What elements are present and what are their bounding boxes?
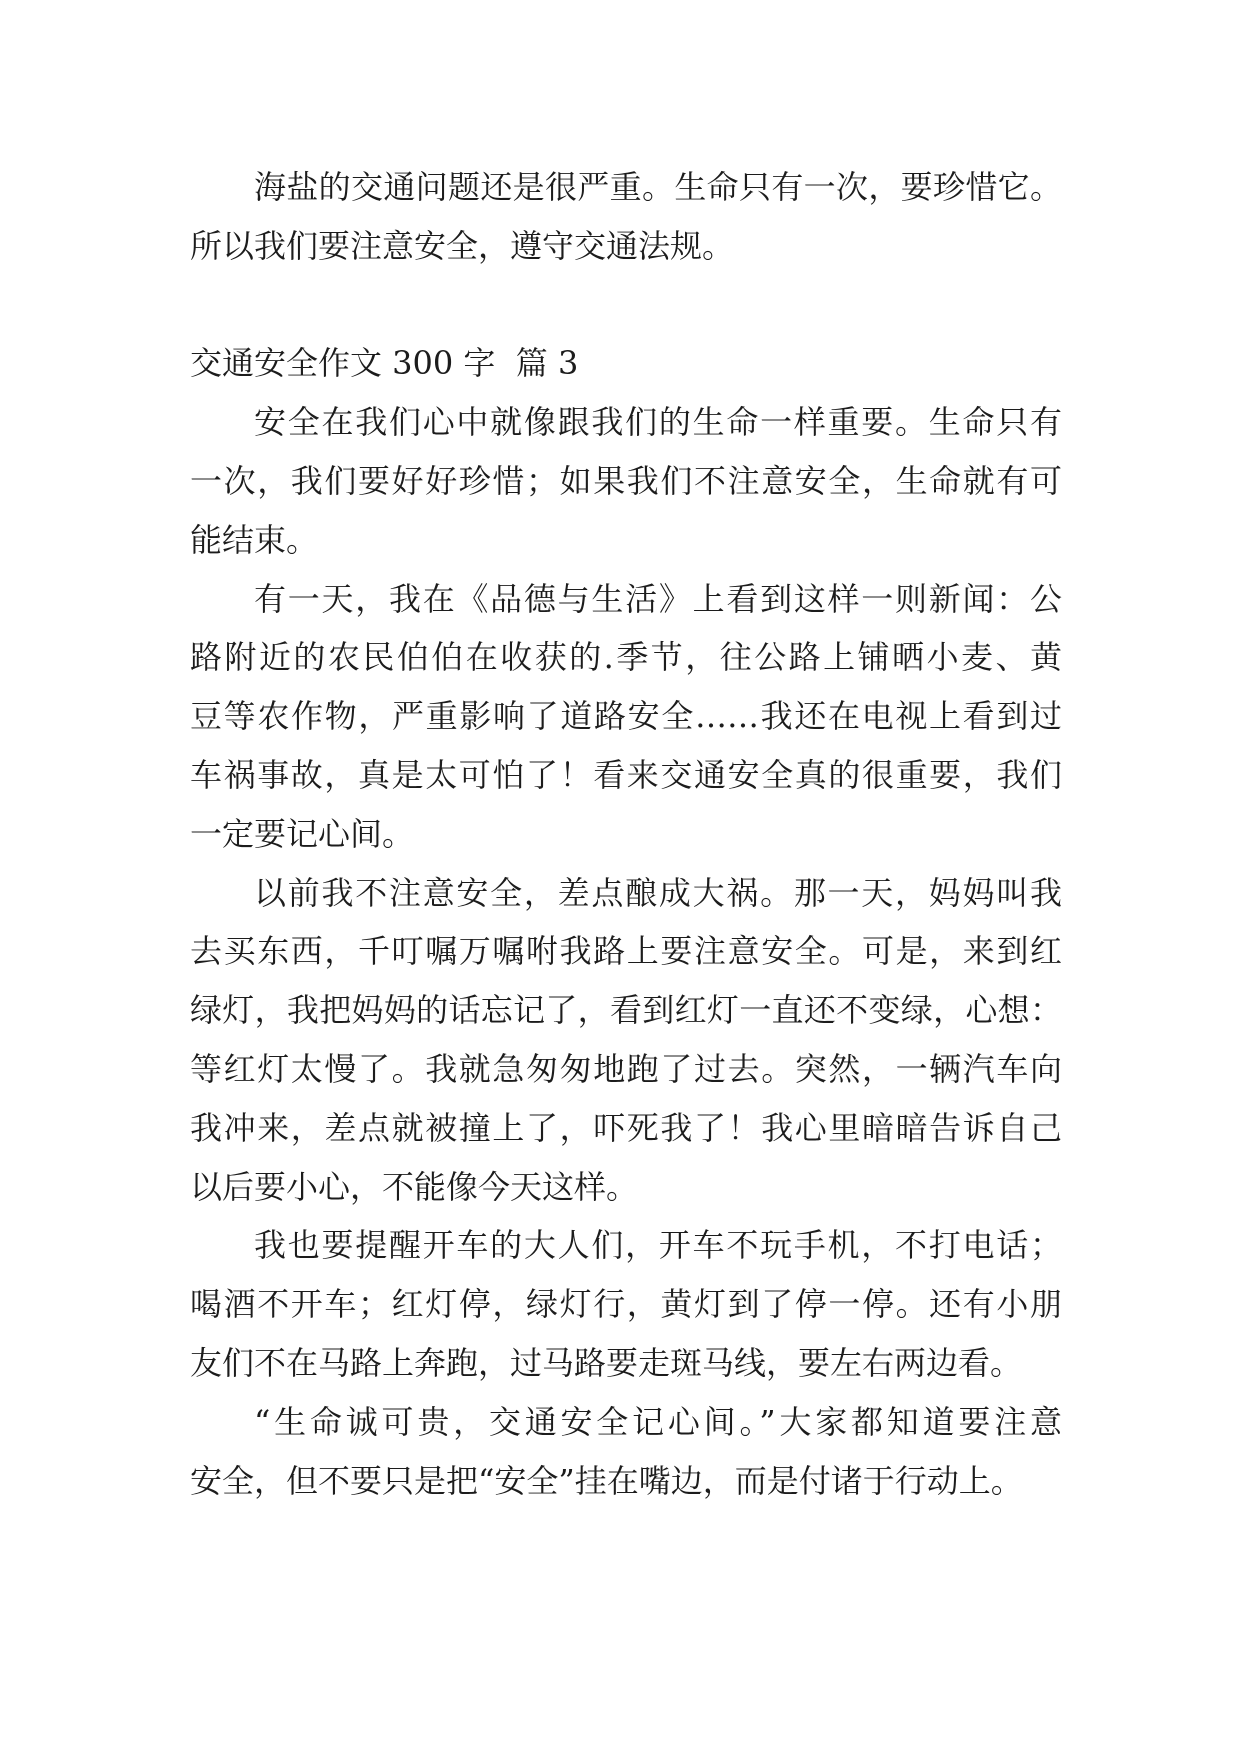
paragraph-line: 友们不在马路上奔跑，过马路要走斑马线，要左右两边看。 — [190, 1343, 1023, 1382]
paragraph-line: 一次，我们要好好珍惜；如果我们不注意安全，生命就有可 — [190, 461, 1062, 500]
paragraph — [190, 1216, 1062, 1392]
paragraph-line: 以后要小心，不能像今天这样。 — [190, 1167, 639, 1206]
paragraph-line: 安全在我们心中就像跟我们的生命一样重要。生命只有 — [254, 403, 1062, 442]
paragraph-line: 豆等农作物，严重影响了道路安全……我还在电视上看到过 — [190, 697, 1062, 736]
paragraph-line: 我冲来，差点就被撞上了，吓死我了！我心里暗暗告诉自己 — [190, 1108, 1062, 1147]
paragraph-line: 一定要记心间。 — [190, 814, 415, 853]
paragraph — [190, 1393, 1062, 1511]
paragraph-line: 等红灯太慢了。我就急匆匆地跑了过去。突然，一辆汽车向 — [190, 1049, 1062, 1088]
paragraph-line: 能结束。 — [190, 520, 319, 559]
paragraph-line: 我也要提醒开车的大人们，开车不玩手机，不打电话； — [254, 1226, 1062, 1265]
paragraph — [190, 570, 1062, 864]
paragraph-line: 所以我们要注意安全，遵守交通法规。 — [190, 226, 735, 265]
paragraph-line: 安全，但不要只是把“安全”挂在嘴边，而是付诸于行动上。 — [190, 1461, 1023, 1500]
paragraph-line: 路附近的农民伯伯在收获的.季节，往公路上铺晒小麦、黄 — [190, 638, 1062, 677]
blank-line — [190, 276, 1062, 335]
paragraph-line: 喝酒不开车；红灯停，绿灯行，黄灯到了停一停。还有小朋 — [190, 1285, 1062, 1324]
paragraph-line: 车祸事故，真是太可怕了！看来交通安全真的很重要，我们 — [190, 755, 1062, 794]
intro-paragraph — [190, 158, 1062, 276]
document-body — [190, 158, 1062, 1510]
paragraph-line: 以前我不注意安全，差点酿成大祸。那一天，妈妈叫我 — [254, 873, 1062, 912]
paragraph-line: 有一天，我在《品德与生活》上看到这样一则新闻：公 — [254, 579, 1062, 618]
paragraph-line: 去买东西，千叮嘱万嘱咐我路上要注意安全。可是，来到红 — [190, 932, 1062, 971]
paragraph — [190, 864, 1062, 1217]
section-heading: 交通安全作文 300 字 篇 3 — [190, 344, 579, 383]
paragraph-line: 绿灯，我把妈妈的话忘记了，看到红灯一直还不变绿，心想： — [190, 991, 1062, 1030]
paragraph — [190, 393, 1062, 569]
paragraph-line: 海盐的交通问题还是很严重。生命只有一次，要珍惜它。 — [254, 168, 1062, 206]
paragraph-line: “生命诚可贵，交通安全记心间。”大家都知道要注意 — [254, 1402, 1062, 1441]
